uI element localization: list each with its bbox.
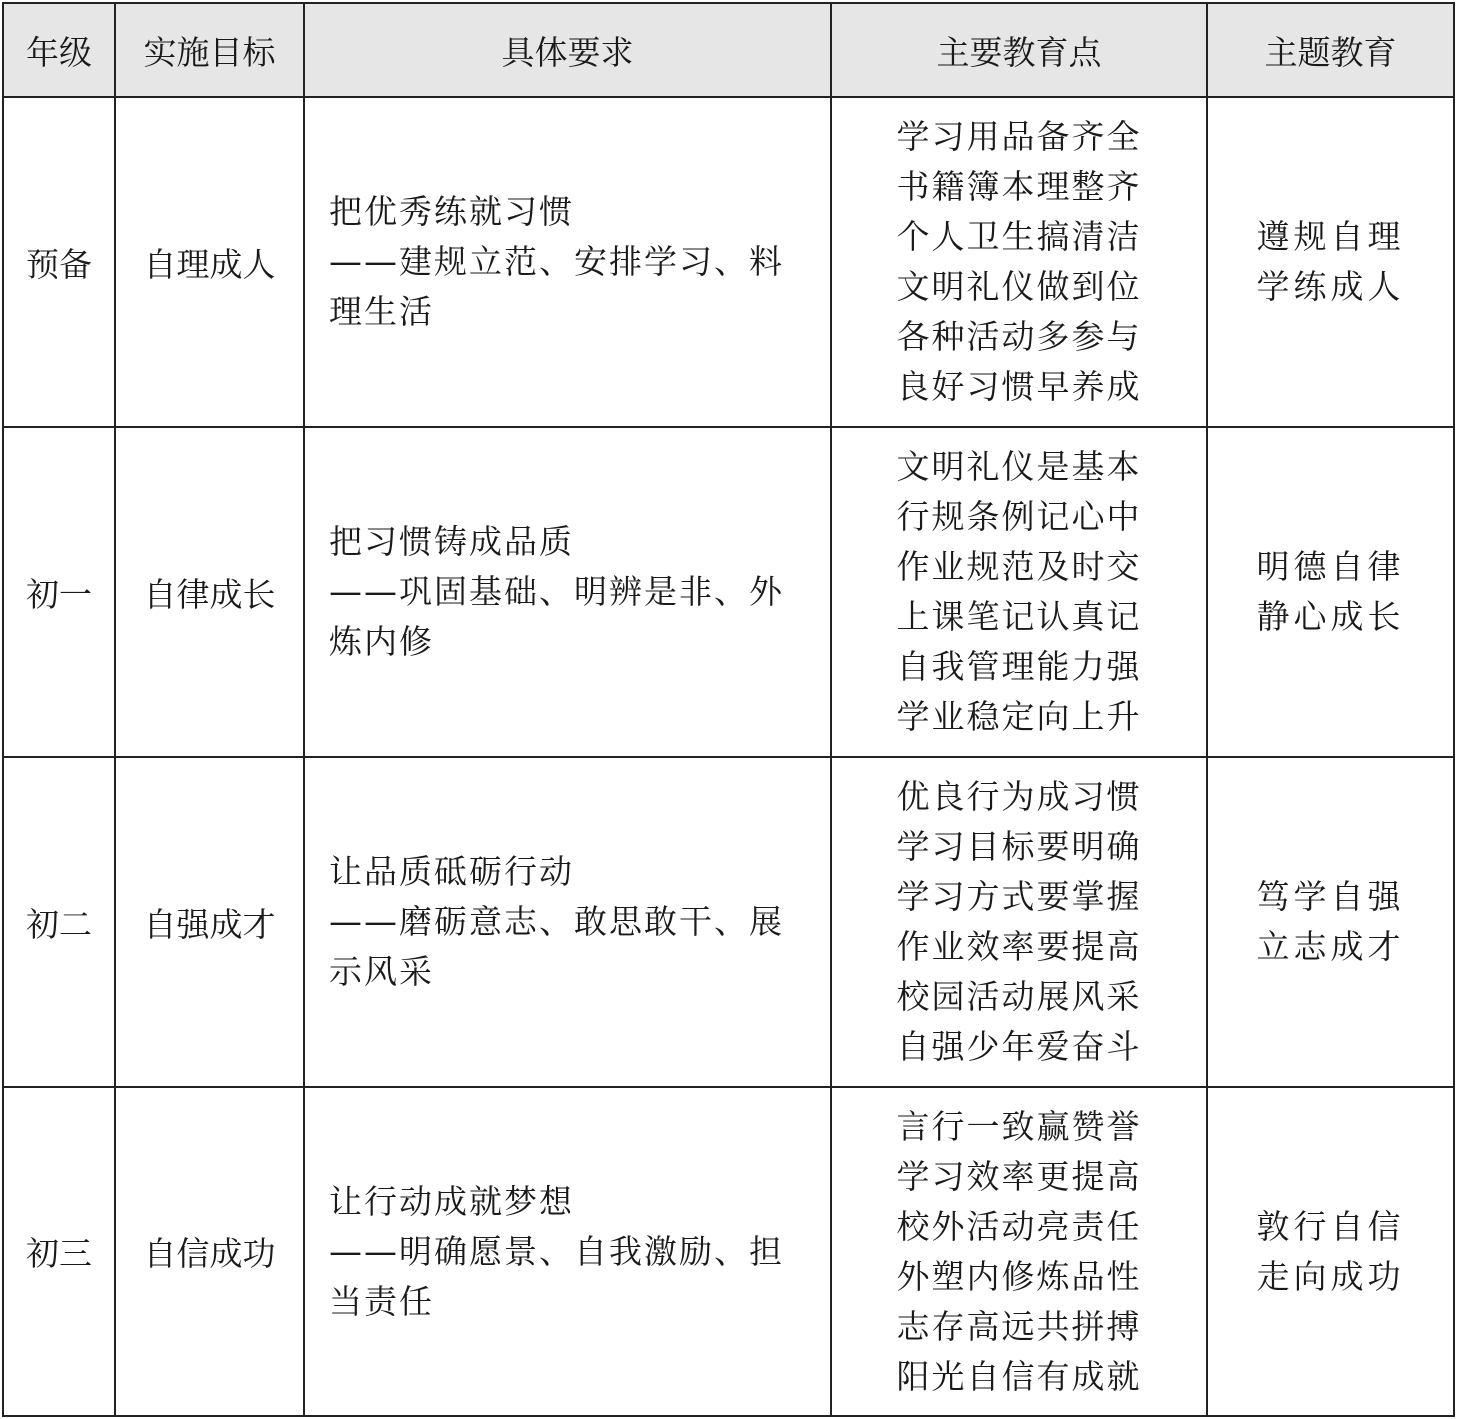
theme-line: 明德自律 (1256, 547, 1405, 586)
education-point: 言行一致赢赞誉 (896, 1106, 1142, 1146)
education-point: 文明礼仪做到位 (896, 267, 1142, 306)
education-point: 学习用品备齐全 (896, 117, 1142, 156)
requirement-line: 让行动成就梦想 (329, 1181, 574, 1221)
education-point: 学业稳定向上升 (896, 697, 1142, 736)
theme-cell (1207, 427, 1454, 757)
education-point: 学习目标要明确 (896, 827, 1142, 866)
goal-cell: 自律成长 (115, 427, 304, 757)
education-points-cell (831, 427, 1207, 757)
education-points-cell (831, 1087, 1207, 1416)
theme-cell (1207, 1087, 1454, 1416)
requirement-line: ——磨砺意志、敢思敢干、展 (329, 902, 784, 941)
theme-cell (1207, 97, 1454, 427)
theme-line: 立志成才 (1256, 927, 1405, 966)
education-point: 优良行为成习惯 (896, 777, 1142, 816)
requirement-cell (304, 97, 831, 427)
education-point: 书籍簿本理整齐 (896, 167, 1142, 206)
grade-cell: 初三 (3, 1087, 115, 1416)
education-point: 自强少年爱奋斗 (896, 1027, 1142, 1066)
education-point: 自我管理能力强 (896, 647, 1142, 686)
requirement-cell (304, 1087, 831, 1416)
education-point: 各种活动多参与 (896, 317, 1142, 356)
education-point: 良好习惯早养成 (896, 367, 1142, 406)
goal-cell: 自信成功 (115, 1087, 304, 1416)
education-point: 作业效率要提高 (896, 927, 1142, 966)
education-point: 外塑内修炼品性 (896, 1256, 1142, 1296)
requirement-cell (304, 427, 831, 757)
theme-line: 走向成功 (1256, 1256, 1405, 1296)
table-row (3, 757, 1454, 1087)
theme-line: 遵规自理 (1256, 217, 1405, 256)
theme-cell (1207, 757, 1454, 1087)
requirement-line: 把习惯铸成品质 (329, 522, 574, 561)
education-point: 校外活动亮责任 (896, 1206, 1142, 1246)
education-point: 作业规范及时交 (896, 547, 1142, 586)
requirement-line: ——明确愿景、自我激励、担 (329, 1231, 784, 1271)
header-row (3, 3, 1454, 97)
header-education-points: 主要教育点 (831, 3, 1207, 97)
requirement-line: 把优秀练就习惯 (329, 192, 574, 231)
requirement-line: 炼内修 (329, 622, 434, 661)
grade-cell: 初一 (3, 427, 115, 757)
theme-line: 静心成长 (1256, 597, 1405, 636)
education-point: 学习效率更提高 (896, 1156, 1142, 1196)
education-plan-table (2, 2, 1455, 1417)
theme-line: 学练成人 (1256, 267, 1405, 306)
education-point: 阳光自信有成就 (896, 1356, 1142, 1396)
table-row (3, 97, 1454, 427)
header-theme: 主题教育 (1207, 3, 1454, 97)
education-point: 行规条例记心中 (896, 497, 1142, 536)
requirement-line: ——建规立范、安排学习、料 (329, 242, 784, 281)
requirement-line: 示风采 (329, 952, 434, 991)
header-grade: 年级 (3, 3, 115, 97)
education-point: 个人卫生搞清洁 (896, 217, 1142, 256)
education-point: 上课笔记认真记 (896, 597, 1142, 636)
requirement-line: 让品质砥砺行动 (329, 852, 574, 891)
requirement-line: 理生活 (329, 292, 434, 331)
education-point: 学习方式要掌握 (896, 877, 1142, 916)
education-point: 文明礼仪是基本 (896, 447, 1142, 486)
requirement-line: 当责任 (329, 1281, 434, 1321)
theme-line: 笃学自强 (1256, 877, 1405, 916)
grade-cell: 预备 (3, 97, 115, 427)
table-row (3, 427, 1454, 757)
grade-cell: 初二 (3, 757, 115, 1087)
theme-line: 敦行自信 (1256, 1206, 1405, 1246)
education-point: 志存高远共拼搏 (896, 1306, 1142, 1346)
header-goal: 实施目标 (115, 3, 304, 97)
education-points-cell (831, 97, 1207, 427)
requirement-cell (304, 757, 831, 1087)
requirement-line: ——巩固基础、明辨是非、外 (329, 572, 784, 611)
table-row (3, 1087, 1454, 1416)
goal-cell: 自理成人 (115, 97, 304, 427)
education-points-cell (831, 757, 1207, 1087)
goal-cell: 自强成才 (115, 757, 304, 1087)
education-point: 校园活动展风采 (896, 977, 1142, 1016)
header-requirements: 具体要求 (304, 3, 831, 97)
